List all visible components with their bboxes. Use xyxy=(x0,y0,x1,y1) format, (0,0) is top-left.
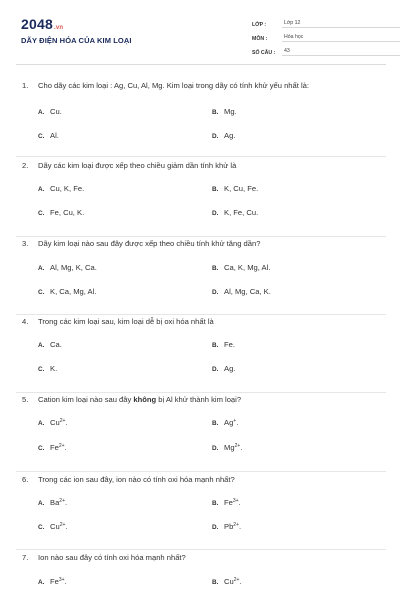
ion-symbol: Fe xyxy=(50,577,59,586)
ion-charge: 2+ xyxy=(59,498,65,504)
option-text: K, Ca, Mg, Al. xyxy=(50,287,97,296)
option-letter: D. xyxy=(212,366,219,373)
option-text: Ca, K, Mg, Al. xyxy=(224,263,271,272)
question-6 xyxy=(16,472,386,550)
option-letter: A. xyxy=(38,420,45,427)
option-d[interactable] xyxy=(212,522,241,531)
option-letter: C. xyxy=(38,133,45,140)
option-c[interactable] xyxy=(38,364,57,373)
logo-suffix: .vn xyxy=(53,25,64,31)
question-text-part: Cation kim loại nào sau đây xyxy=(38,395,134,404)
option-end: . xyxy=(236,418,239,427)
option-a[interactable] xyxy=(38,184,84,193)
option-text xyxy=(224,577,242,586)
option-c[interactable] xyxy=(38,131,59,140)
option-text: Cu, K, Fe. xyxy=(50,184,85,193)
ion-charge: 3+ xyxy=(232,498,239,504)
question-text-part: bị Al khử thành kim loại? xyxy=(156,395,242,404)
option-text xyxy=(224,522,241,531)
worksheet-title: DÃY ĐIỆN HÓA CỦA KIM LOẠI xyxy=(21,36,132,45)
meta-subject-label: MÔN : xyxy=(252,36,268,42)
worksheet-meta xyxy=(252,14,400,56)
option-letter: A. xyxy=(38,579,45,586)
option-letter: D. xyxy=(212,445,219,452)
option-d[interactable] xyxy=(212,208,258,217)
option-letter: C. xyxy=(38,210,45,217)
question-number: 2. xyxy=(22,161,29,170)
ion-symbol: Cu xyxy=(50,418,60,427)
option-end: . xyxy=(239,577,242,586)
question-3 xyxy=(16,237,386,315)
option-a[interactable] xyxy=(38,577,67,586)
option-text: Al, Mg, Ca, K. xyxy=(224,287,271,296)
option-d[interactable] xyxy=(212,287,271,296)
meta-subject-row xyxy=(252,28,400,42)
header-divider xyxy=(16,64,386,65)
option-text xyxy=(224,498,241,507)
option-text: Ag. xyxy=(224,364,236,373)
question-text: Dãy kim loại nào sau đây được xếp theo chiều tính khử tăng dần? xyxy=(38,239,261,248)
question-number: 6. xyxy=(22,475,29,484)
option-text: K, Fe, Cu. xyxy=(224,208,259,217)
option-text: Cu. xyxy=(50,107,62,116)
question-number: 1. xyxy=(22,81,29,90)
option-letter: B. xyxy=(212,265,219,272)
question-text: Ion nào sau đây có tính oxi hóa mạnh nhất? xyxy=(38,553,186,562)
option-letter: A. xyxy=(38,109,45,116)
question-text: Cho dãy các kim loại : Ag, Cu, Al, Mg. Kim loại trong dãy có tính khử yếu nhất là: xyxy=(38,81,309,90)
meta-count-row xyxy=(252,42,400,56)
meta-class-value: Lớp 12 xyxy=(282,20,400,28)
option-b[interactable] xyxy=(212,498,241,507)
option-letter: B. xyxy=(212,579,219,586)
ion-charge: 2+ xyxy=(58,443,65,449)
option-text: Fe, Cu, K. xyxy=(50,208,85,217)
ion-symbol: Pb xyxy=(224,522,234,531)
ion-symbol: Fe xyxy=(50,443,59,452)
question-number: 7. xyxy=(22,553,29,562)
option-b[interactable] xyxy=(212,184,258,193)
option-letter: B. xyxy=(212,342,219,349)
option-end: . xyxy=(238,498,241,507)
meta-class-label: LỚP : xyxy=(252,22,267,28)
question-1 xyxy=(16,81,386,157)
option-letter: D. xyxy=(212,289,219,296)
option-c[interactable] xyxy=(38,443,67,452)
option-letter: A. xyxy=(38,342,45,349)
option-text: Al. xyxy=(50,131,59,140)
option-letter: C. xyxy=(38,289,45,296)
option-end: . xyxy=(65,498,68,507)
ion-charge: 2+ xyxy=(59,522,66,528)
ion-charge: 2+ xyxy=(234,443,241,449)
option-c[interactable] xyxy=(38,287,96,296)
option-text xyxy=(50,577,67,586)
option-c[interactable] xyxy=(38,522,68,531)
option-text xyxy=(50,498,67,507)
ion-charge: + xyxy=(233,418,237,424)
logo-text: 2048 xyxy=(21,16,53,32)
option-end: . xyxy=(240,443,243,452)
option-end: . xyxy=(64,443,67,452)
option-d[interactable] xyxy=(212,364,235,373)
question-7 xyxy=(16,550,386,600)
option-letter: D. xyxy=(212,210,219,217)
question-text: Trong các ion sau đây, ion nào có tính oxi hóa mạnh nhất? xyxy=(38,475,235,484)
option-b[interactable] xyxy=(212,263,270,272)
option-text: K, Cu, Fe. xyxy=(224,184,259,193)
ion-charge: 2+ xyxy=(233,577,240,583)
option-text: Al, Mg, K, Ca. xyxy=(50,263,97,272)
option-text: Mg. xyxy=(224,107,237,116)
option-letter: C. xyxy=(38,366,45,373)
option-text: Ca. xyxy=(50,340,62,349)
question-number: 3. xyxy=(22,239,29,248)
option-b[interactable] xyxy=(212,340,235,349)
option-text: Fe. xyxy=(224,340,235,349)
option-d[interactable] xyxy=(212,131,235,140)
option-text: Ag. xyxy=(224,131,236,140)
option-letter: A. xyxy=(38,186,45,193)
question-4 xyxy=(16,315,386,393)
option-end: . xyxy=(65,418,68,427)
option-end: . xyxy=(239,522,242,531)
ion-charge: 2+ xyxy=(233,522,239,528)
option-b[interactable] xyxy=(212,418,238,427)
option-letter: D. xyxy=(212,133,219,140)
ion-symbol: Fe xyxy=(224,498,233,507)
option-letter: B. xyxy=(212,420,219,427)
option-text xyxy=(50,443,67,452)
worksheet-header xyxy=(16,0,386,62)
option-letter: A. xyxy=(38,265,45,272)
option-b[interactable] xyxy=(212,107,237,116)
meta-count-value: 43 xyxy=(282,48,400,56)
site-logo[interactable] xyxy=(21,16,63,32)
option-letter: A. xyxy=(38,500,45,507)
ion-charge: 2+ xyxy=(59,418,66,424)
meta-subject-value: Hóa học xyxy=(282,34,400,42)
question-text-emphasis: không xyxy=(133,395,157,404)
meta-count-label: SỐ CÂU : xyxy=(252,50,276,56)
option-a[interactable] xyxy=(38,340,62,349)
option-text xyxy=(50,522,68,531)
option-text xyxy=(224,443,242,452)
ion-symbol: Cu xyxy=(224,577,234,586)
option-letter: B. xyxy=(212,109,219,116)
option-text xyxy=(224,418,238,427)
ion-symbol: Mg xyxy=(224,443,235,452)
question-2 xyxy=(16,157,386,237)
question-number: 4. xyxy=(22,317,29,326)
meta-class-row xyxy=(252,14,400,28)
option-a[interactable] xyxy=(38,107,62,116)
option-letter: B. xyxy=(212,186,219,193)
ion-charge: 3+ xyxy=(58,577,65,583)
question-text: Trong các kim loại sau, kim loại dễ bị oxi hóa nhất là xyxy=(38,317,214,326)
option-letter: D. xyxy=(212,524,219,531)
option-letter: B. xyxy=(212,500,219,507)
option-a[interactable] xyxy=(38,498,67,507)
option-a[interactable] xyxy=(38,418,68,427)
option-end: . xyxy=(65,522,68,531)
ion-symbol: Ba xyxy=(50,498,60,507)
ion-symbol: Cu xyxy=(50,522,60,531)
option-letter: C. xyxy=(38,524,45,531)
option-a[interactable] xyxy=(38,263,97,272)
option-end: . xyxy=(64,577,67,586)
question-text: Dãy các kim loại được xếp theo chiều giảm dần tính khử là xyxy=(38,161,237,170)
option-text xyxy=(50,418,68,427)
option-text: K. xyxy=(50,364,58,373)
question-number: 5. xyxy=(22,395,29,404)
question-5 xyxy=(16,393,386,472)
option-d[interactable] xyxy=(212,443,242,452)
ion-symbol: Ag xyxy=(224,418,234,427)
question-text xyxy=(38,395,241,404)
option-c[interactable] xyxy=(38,208,84,217)
option-b[interactable] xyxy=(212,577,242,586)
option-letter: C. xyxy=(38,445,45,452)
